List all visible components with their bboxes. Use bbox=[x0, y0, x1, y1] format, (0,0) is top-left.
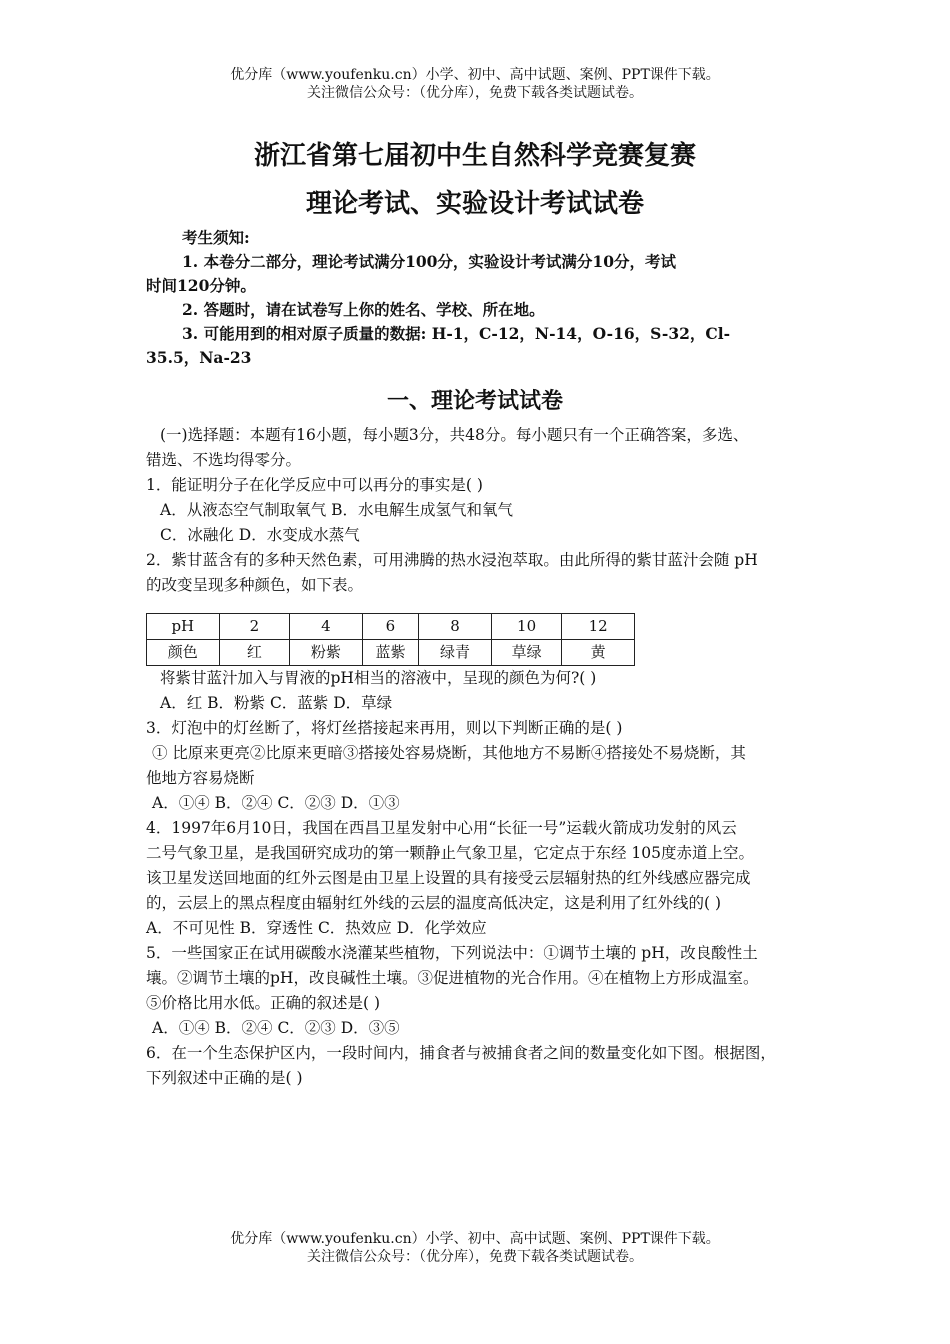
table-cell: pH bbox=[147, 614, 220, 640]
part-intro-b: 错选、不选均得零分。 bbox=[146, 451, 302, 469]
table-cell: 颜色 bbox=[147, 640, 220, 666]
q2-question: 将紫甘蓝汁加入与胃液的pH相当的溶液中，呈现的颜色为何?( ) bbox=[160, 669, 597, 687]
notice-item-2: 2. 答题时，请在试卷写上你的姓名、学校、所在地。 bbox=[182, 300, 545, 319]
ph-color-table bbox=[146, 613, 635, 666]
q3-stem: 3．灯泡中的灯丝断了，将灯丝搭接起来再用，则以下判断正确的是( ) bbox=[146, 719, 623, 737]
q3-detail-b: 他地方容易烧断 bbox=[146, 769, 255, 787]
exam-title: 浙江省第七届初中生自然科学竞赛复赛 bbox=[253, 141, 696, 171]
q1-options-2: C．冰融化 D．水变成水蒸气 bbox=[160, 526, 360, 544]
q5-line-3: ⑤价格比用水低。正确的叙述是( ) bbox=[146, 994, 381, 1012]
notice-item-1a: 1. 本卷分二部分，理论考试满分100分，实验设计考试满分10分，考试 bbox=[182, 252, 677, 271]
table-cell: 6 bbox=[362, 614, 419, 640]
q6-line-2: 下列叙述中正确的是( ) bbox=[146, 1069, 303, 1087]
notice-item-1b: 时间120分钟。 bbox=[146, 276, 256, 295]
q5-line-2: 壤。②调节土壤的pH，改良碱性土壤。③促进植物的光合作用。④在植物上方形成温室。 bbox=[146, 969, 759, 987]
page-header bbox=[0, 66, 950, 102]
table-cell: 8 bbox=[419, 614, 492, 640]
notice-heading: 考生须知: bbox=[182, 228, 250, 247]
q1-stem: 1．能证明分子在化学反应中可以再分的事实是( ) bbox=[146, 476, 483, 494]
table-cell: 黄 bbox=[562, 640, 635, 666]
table-cell: 10 bbox=[491, 614, 562, 640]
q4-options: A．不可见性 B．穿透性 C．热效应 D．化学效应 bbox=[146, 919, 487, 937]
table-cell: 草绿 bbox=[491, 640, 562, 666]
table-cell: 蓝紫 bbox=[362, 640, 419, 666]
candidate-notice bbox=[146, 226, 816, 370]
table-row-color bbox=[147, 640, 635, 666]
q4-line-1: 4．1997年6月10日，我国在西昌卫星发射中心用“长征一号”运载火箭成功发射的风云 bbox=[146, 819, 737, 837]
table-cell: 粉紫 bbox=[290, 640, 363, 666]
section-heading: 一、理论考试试卷 bbox=[386, 388, 563, 414]
page-footer bbox=[0, 1230, 950, 1266]
part-intro-a: (一)选择题：本题有16小题，每小题3分，共48分。每小题只有一个正确答案，多选、 bbox=[160, 426, 749, 444]
table-cell: 红 bbox=[219, 640, 290, 666]
header-line-1: 优分库（www.youfenku.cn）小学、初中、高中试题、案例、PPT课件下载。 bbox=[230, 67, 720, 83]
q3-detail-a: ① 比原来更亮②比原来更暗③搭接处容易烧断，其他地方不易断④搭接处不易烧断，其 bbox=[152, 744, 746, 762]
q5-options: A．①④ B．②④ C．②③ D．③⑤ bbox=[152, 1019, 400, 1037]
q6-line-1: 6．在一个生态保护区内，一段时间内，捕食者与被捕食者之间的数量变化如下图。根据图， bbox=[146, 1044, 776, 1062]
notice-item-3a: 3. 可能用到的相对原子质量的数据: H-1，C-12，N-14，O-16，S-32，Cl- bbox=[182, 324, 731, 343]
header-line-2: 关注微信公众号：（优分库），免费下载各类试题试卷。 bbox=[307, 85, 643, 101]
q2-stem-a: 2．紫甘蓝含有的多种天然色素，可用沸腾的热水浸泡萃取。由此所得的紫甘蓝汁会随 pH bbox=[146, 551, 758, 569]
table-cell: 2 bbox=[219, 614, 290, 640]
exam-subtitle: 理论考试、实验设计考试试卷 bbox=[305, 189, 644, 219]
q4-line-4: 的，云层上的黑点程度由辐射红外线的云层的温度高低决定，这是利用了红外线的( ) bbox=[146, 894, 722, 912]
q5-line-1: 5．一些国家正在试用碳酸水浇灌某些植物，下列说法中：①调节土壤的 pH，改良酸性土 bbox=[146, 944, 758, 962]
footer-line-2: 关注微信公众号：（优分库），免费下载各类试题试卷。 bbox=[307, 1249, 643, 1265]
table-cell: 4 bbox=[290, 614, 363, 640]
q2-stem-b: 的改变呈现多种颜色，如下表。 bbox=[146, 576, 364, 594]
q2-options: A．红 B．粉紫 C．蓝紫 D．草绿 bbox=[160, 694, 393, 712]
q4-line-2: 二号气象卫星，是我国研究成功的第一颗静止气象卫星，它定点于东经 105度赤道上空。 bbox=[146, 844, 755, 862]
table-cell: 12 bbox=[562, 614, 635, 640]
notice-item-3b: 35.5，Na-23 bbox=[146, 348, 252, 367]
q4-line-3: 该卫星发送回地面的红外云图是由卫星上设置的具有接受云层辐射热的红外线感应器完成 bbox=[146, 869, 751, 887]
footer-line-1: 优分库（www.youfenku.cn）小学、初中、高中试题、案例、PPT课件下载。 bbox=[230, 1231, 720, 1247]
table-row-ph bbox=[147, 614, 635, 640]
q1-options-1: A．从液态空气制取氧气 B．水电解生成氢气和氧气 bbox=[160, 501, 514, 519]
table-cell: 绿青 bbox=[419, 640, 492, 666]
q3-options: A．①④ B．②④ C．②③ D．①③ bbox=[152, 794, 400, 812]
question-body bbox=[146, 423, 816, 1091]
